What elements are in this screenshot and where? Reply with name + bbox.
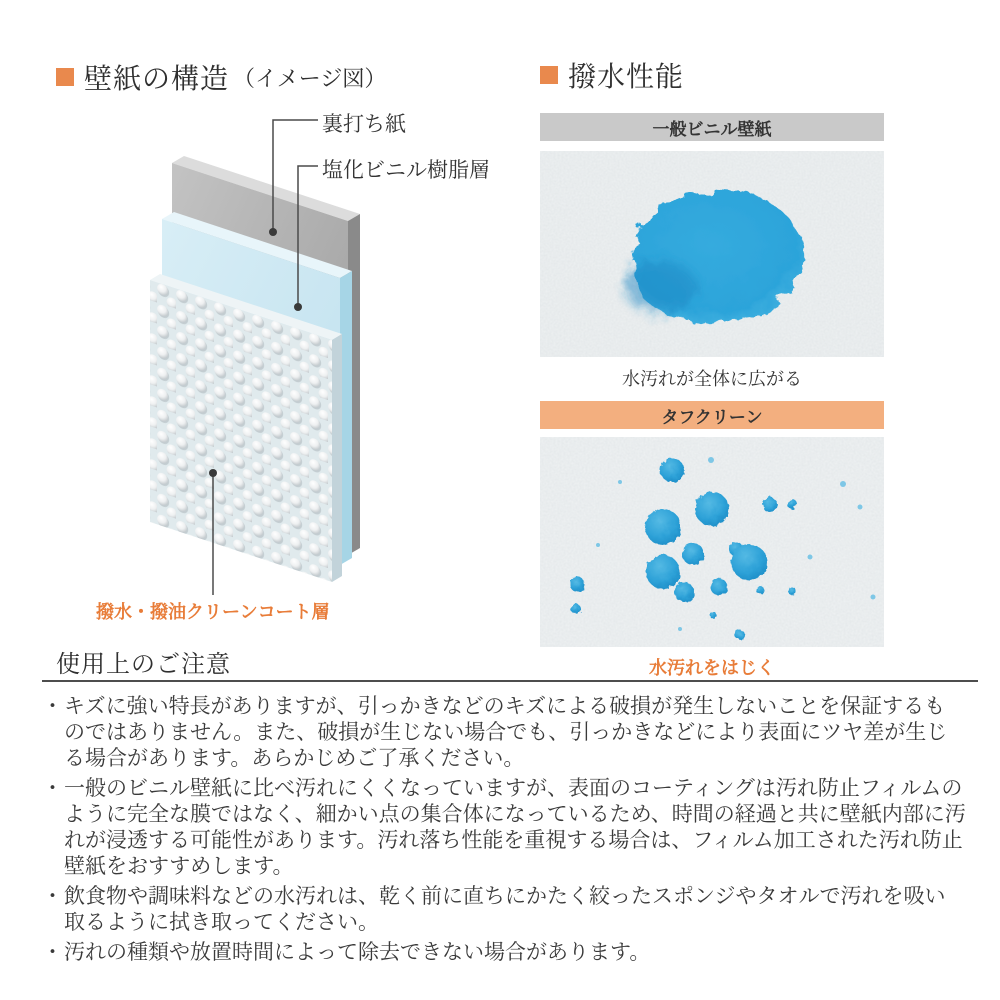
water-speck xyxy=(871,595,876,600)
water-droplet xyxy=(682,543,704,565)
water-droplet xyxy=(645,509,681,545)
panel-header-generic-vinyl: 一般ビニル壁紙 xyxy=(540,113,884,141)
water-speck xyxy=(596,543,600,547)
water-droplet xyxy=(660,458,684,482)
water-droplet xyxy=(570,577,585,592)
leader-dot xyxy=(294,303,302,311)
notes-title: 使用上のご注意 xyxy=(56,651,231,678)
repellency-title: 撥水性能 xyxy=(568,61,685,92)
water-speck xyxy=(840,481,846,487)
repellency-section xyxy=(540,55,884,680)
photo-water-beads xyxy=(540,437,884,647)
water-droplet xyxy=(763,498,778,513)
water-droplet xyxy=(695,492,729,526)
water-droplet xyxy=(674,582,694,602)
water-droplet xyxy=(788,587,796,595)
water-droplet xyxy=(756,586,764,594)
caption-water-spread: 水汚れが全体に広がる xyxy=(622,369,802,389)
structure-section-heading xyxy=(56,57,386,97)
bullet-mark: ・ xyxy=(42,695,63,718)
orange-square-icon xyxy=(56,68,74,86)
label-coat-layer: 撥水・撥油クリーンコート層 xyxy=(96,602,330,622)
note-item xyxy=(42,776,966,880)
orange-square-icon xyxy=(540,66,558,84)
caption-water-beads: 水汚れをはじく xyxy=(649,658,775,678)
panel-header-tough-clean: タフクリーン xyxy=(540,401,884,429)
water-speck xyxy=(618,480,622,484)
water-droplet xyxy=(646,555,680,589)
repellency-section-heading xyxy=(540,55,884,95)
water-droplet xyxy=(711,579,728,596)
water-speck xyxy=(708,457,714,463)
divider-rule xyxy=(42,680,978,682)
photo-water-spread xyxy=(540,151,884,357)
note-item xyxy=(42,884,966,936)
water-droplet xyxy=(735,630,745,640)
water-speck xyxy=(808,555,813,560)
note-item xyxy=(42,940,966,966)
bullet-mark: ・ xyxy=(42,941,63,964)
water-droplet xyxy=(710,612,717,619)
water-droplet xyxy=(571,604,581,614)
note-text: 飲食物や調味料などの水汚れは、乾く前に直ちにかたく絞ったスポンジやタオルで汚れを吸い取るように拭き取ってください。 xyxy=(64,885,946,934)
bullet-mark: ・ xyxy=(42,777,63,800)
note-text: 汚れの種類や放置時間によって除去できない場合があります。 xyxy=(64,941,651,964)
water-droplet xyxy=(731,544,767,580)
structure-title: 壁紙の構造 xyxy=(84,63,230,94)
note-item xyxy=(42,694,966,772)
usage-notes-list xyxy=(42,694,966,970)
leader-dot xyxy=(209,469,217,477)
note-text: キズに強い特長がありますが、引っかきなどのキズによる破損が発生しないことを保証するものではありません。また、破損が生じない場合でも、引っかきなどにより表面にツヤ差が生じる場合があります。あらかじめご了承ください。 xyxy=(64,695,948,770)
water-speck xyxy=(858,505,863,510)
leader-dot xyxy=(269,228,277,236)
water-droplet xyxy=(787,499,797,509)
water-speck xyxy=(678,627,682,631)
bullet-mark: ・ xyxy=(42,885,63,908)
label-vinyl-layer: 塩化ビニル樹脂層 xyxy=(322,159,490,182)
note-text: 一般のビニル壁紙に比べ汚れにくくなっていますが、表面のコーティングは汚れ防止フィルムのように完全な膜ではなく、細かい点の集合体になっているため、時間の経過と共に壁紙内部に汚れが浸透する可能性があります。汚れ落ち性能を重視する場合は、フィルム加工された汚れ防止壁紙をおすすめします。 xyxy=(64,777,966,878)
label-backing-paper: 裏打ち紙 xyxy=(322,113,406,136)
structure-title-suffix: （イメージ図） xyxy=(233,65,387,91)
